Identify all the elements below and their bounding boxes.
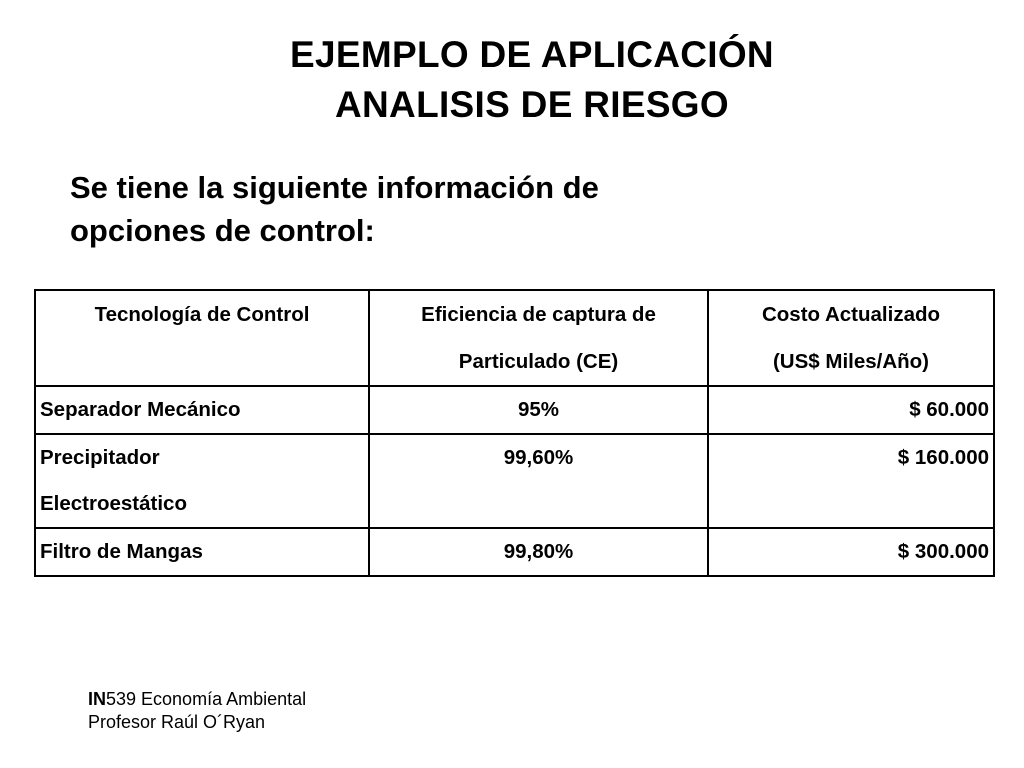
- header-cost-line-1: Costo Actualizado: [761, 303, 941, 326]
- title-line-2: ANALISIS DE RIESGO: [335, 84, 729, 125]
- header-technology-line-1: Tecnología de Control: [94, 303, 310, 326]
- technology-line-1: Filtro de Mangas: [40, 540, 203, 563]
- slide-footer: [88, 688, 306, 734]
- header-technology: [35, 290, 369, 386]
- technology-line-2: Electroestático: [40, 492, 187, 515]
- header-efficiency-line-2: Particulado (CE): [458, 350, 619, 373]
- cell-cost: $ 60.000: [708, 386, 994, 434]
- slide-title: [0, 30, 1024, 130]
- title-line-1: EJEMPLO DE APLICACIÓN: [290, 34, 774, 75]
- cell-efficiency: 99,60%: [369, 434, 708, 528]
- header-efficiency-line-1: Eficiencia de captura de: [421, 303, 656, 326]
- control-options-table: [34, 289, 995, 577]
- course-name: 539 Economía Ambiental: [106, 689, 307, 709]
- technology-line-1: Separador Mecánico: [40, 398, 241, 421]
- table-row: [35, 386, 994, 434]
- table-header-row: [35, 290, 994, 386]
- cell-technology: [35, 528, 369, 576]
- cell-technology: [35, 386, 369, 434]
- intro-line-1: Se tiene la siguiente información de: [70, 170, 599, 205]
- header-cost: [708, 290, 994, 386]
- intro-line-2: opciones de control:: [70, 213, 375, 248]
- course-code-prefix: IN: [88, 689, 106, 709]
- technology-line-1: Precipitador: [40, 446, 160, 469]
- footer-professor: Profesor Raúl O´Ryan: [88, 712, 266, 732]
- header-efficiency: [369, 290, 708, 386]
- header-cost-line-2: (US$ Miles/Año): [772, 350, 930, 373]
- cell-technology: [35, 434, 369, 528]
- footer-course: [88, 688, 306, 711]
- intro-text: [70, 166, 830, 252]
- cell-cost: $ 300.000: [708, 528, 994, 576]
- table-row: [35, 434, 994, 528]
- cell-efficiency: 99,80%: [369, 528, 708, 576]
- cell-efficiency: 95%: [369, 386, 708, 434]
- cell-cost: $ 160.000: [708, 434, 994, 528]
- table-row: [35, 528, 994, 576]
